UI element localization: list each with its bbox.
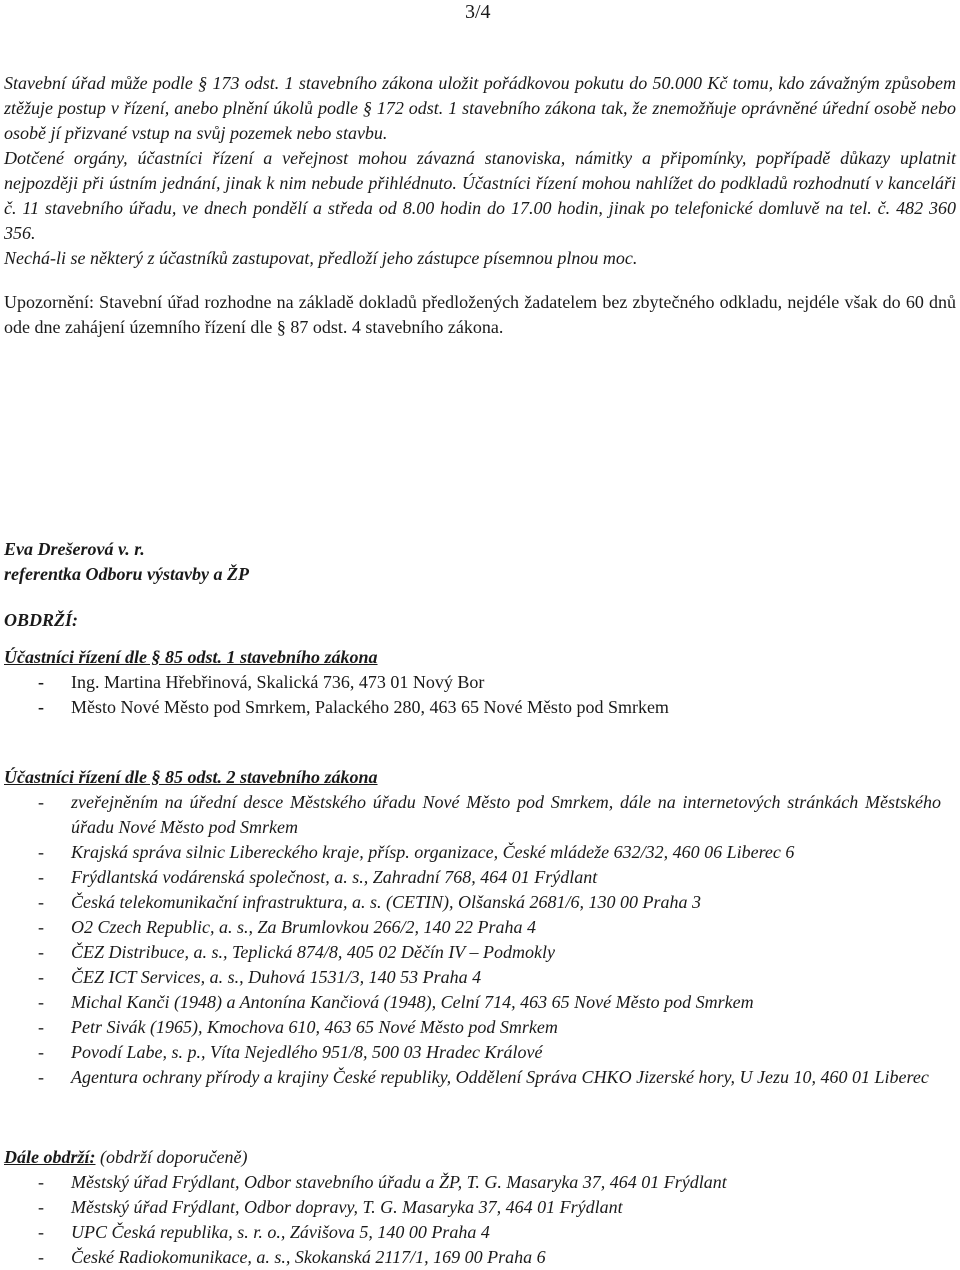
- section-further-recipients-subtitle: (obdrží doporučeně): [100, 1147, 248, 1167]
- signature-block: [4, 537, 956, 587]
- list-item: - zveřejněním na úřední desce Městského úřadu Nové Město pod Smrkem, dále na internetových stránkách Městského úřadu Nové Město pod Smrkem: [38, 792, 941, 837]
- section-participants-2-title: Účastníci řízení dle § 85 odst. 2 stavebního zákona: [4, 767, 378, 787]
- list-item: - Česká telekomunikační infrastruktura, a. s. (CETIN), Olšanská 2681/6, 130 00 Praha 3: [38, 892, 701, 912]
- list-item: - ČEZ ICT Services, a. s., Duhová 1531/3, 140 53 Praha 4: [38, 967, 482, 987]
- section-further-recipients-heading: [4, 1145, 941, 1170]
- section-participants-1: [4, 645, 941, 720]
- obdrzi-heading: OBDRŽÍ:: [4, 610, 79, 630]
- procedural-paragraphs: [4, 71, 956, 271]
- page-number: 3/4: [465, 1, 491, 23]
- notice-paragraph: [4, 290, 956, 340]
- section-participants-1-list: [4, 670, 941, 720]
- list-item: - Agentura ochrany přírody a krajiny České republiky, Oddělení Správa CHKO Jizerské hory, U Jezu 10, 460 01 Liberec: [38, 1067, 929, 1087]
- section-participants-2: [4, 765, 941, 1090]
- list-item: - UPC Česká republika, s. r. o., Závišova 5, 140 00 Praha 4: [38, 1222, 490, 1242]
- list-item: - Povodí Labe, s. p., Víta Nejedlého 951/8, 500 03 Hradec Králové: [38, 1042, 543, 1062]
- list-item: - ČEZ Distribuce, a. s., Teplická 874/8, 405 02 Děčín IV – Podmokly: [38, 942, 555, 962]
- objections-paragraph: Dotčené orgány, účastníci řízení a veřejnost mohou závazná stanoviska, námitky a připomínky, popřípadě důkazy uplatnit nejpozději při ústním jednání, jinak k nim nebude přihlédnuto. Účastníci řízení mohou nahlížet do podkladů rozhodnutí v kanceláři č. 11 stavebního úřadu, ve dnech pondělí a středa od 8.00 hodin do 17.00 hodin, jinak po telefonické domluvě na tel. č. 482 360 356.: [4, 148, 956, 243]
- list-item: - O2 Czech Republic, a. s., Za Brumlovkou 266/2, 140 22 Praha 4: [38, 917, 536, 937]
- section-further-recipients-list: [4, 1170, 941, 1270]
- signature-name: Eva Drešerová v. r.: [4, 539, 145, 559]
- list-item: - Frýdlantská vodárenská společnost, a. s., Zahradní 768, 464 01 Frýdlant: [38, 867, 598, 887]
- notice-text: Upozornění: Stavební úřad rozhodne na základě dokladů předložených žadatelem bez zbytečného odkladu, nejdéle však do 60 dnů ode dne zahájení územního řízení dle § 87 odst. 4 stavebního zákona.: [4, 292, 956, 337]
- list-item: - Město Nové Město pod Smrkem, Palackého 280, 463 65 Nové Město pod Smrkem: [38, 697, 669, 717]
- section-further-recipients: [4, 1145, 941, 1270]
- list-item: - Městský úřad Frýdlant, Odbor dopravy, T. G. Masaryka 37, 464 01 Frýdlant: [38, 1197, 623, 1217]
- signature-role: referentka Odboru výstavby a ŽP: [4, 564, 249, 584]
- list-item: - Petr Sivák (1965), Kmochova 610, 463 65 Nové Město pod Smrkem: [38, 1017, 558, 1037]
- list-item: - Michal Kanči (1948) a Antonína Kančiová (1948), Celní 714, 463 65 Nové Město pod Smrkem: [38, 992, 754, 1012]
- list-item: - Krajská správa silnic Libereckého kraje, přísp. organizace, České mládeže 632/32, 460 06 Liberec 6: [38, 842, 795, 862]
- list-item: - České Radiokomunikace, a. s., Skokanská 2117/1, 169 00 Praha 6: [38, 1247, 546, 1267]
- section-further-recipients-title: Dále obdrží:: [4, 1147, 96, 1167]
- list-item: - Ing. Martina Hřebřinová, Skalická 736, 473 01 Nový Bor: [38, 672, 485, 692]
- representation-paragraph: Nechá-li se některý z účastníků zastupovat, předloží jeho zástupce písemnou plnou moc.: [4, 248, 638, 268]
- list-item: - Městský úřad Frýdlant, Odbor stavebního úřadu a ŽP, T. G. Masaryka 37, 464 01 Frýdlant: [38, 1172, 727, 1192]
- section-participants-2-list: [4, 790, 941, 1090]
- section-participants-1-title: Účastníci řízení dle § 85 odst. 1 stavebního zákona: [4, 647, 378, 667]
- fine-paragraph: Stavební úřad může podle § 173 odst. 1 stavebního zákona uložit pořádkovou pokutu do 50.000 Kč tomu, kdo závažným způsobem ztěžuje postup v řízení, anebo plnění úkolů podle § 172 odst. 1 stavebního zákona tak, že znemožňuje oprávněné úřední osobě nebo osobě jí přizvané vstup na svůj pozemek nebo stavbu.: [4, 73, 956, 143]
